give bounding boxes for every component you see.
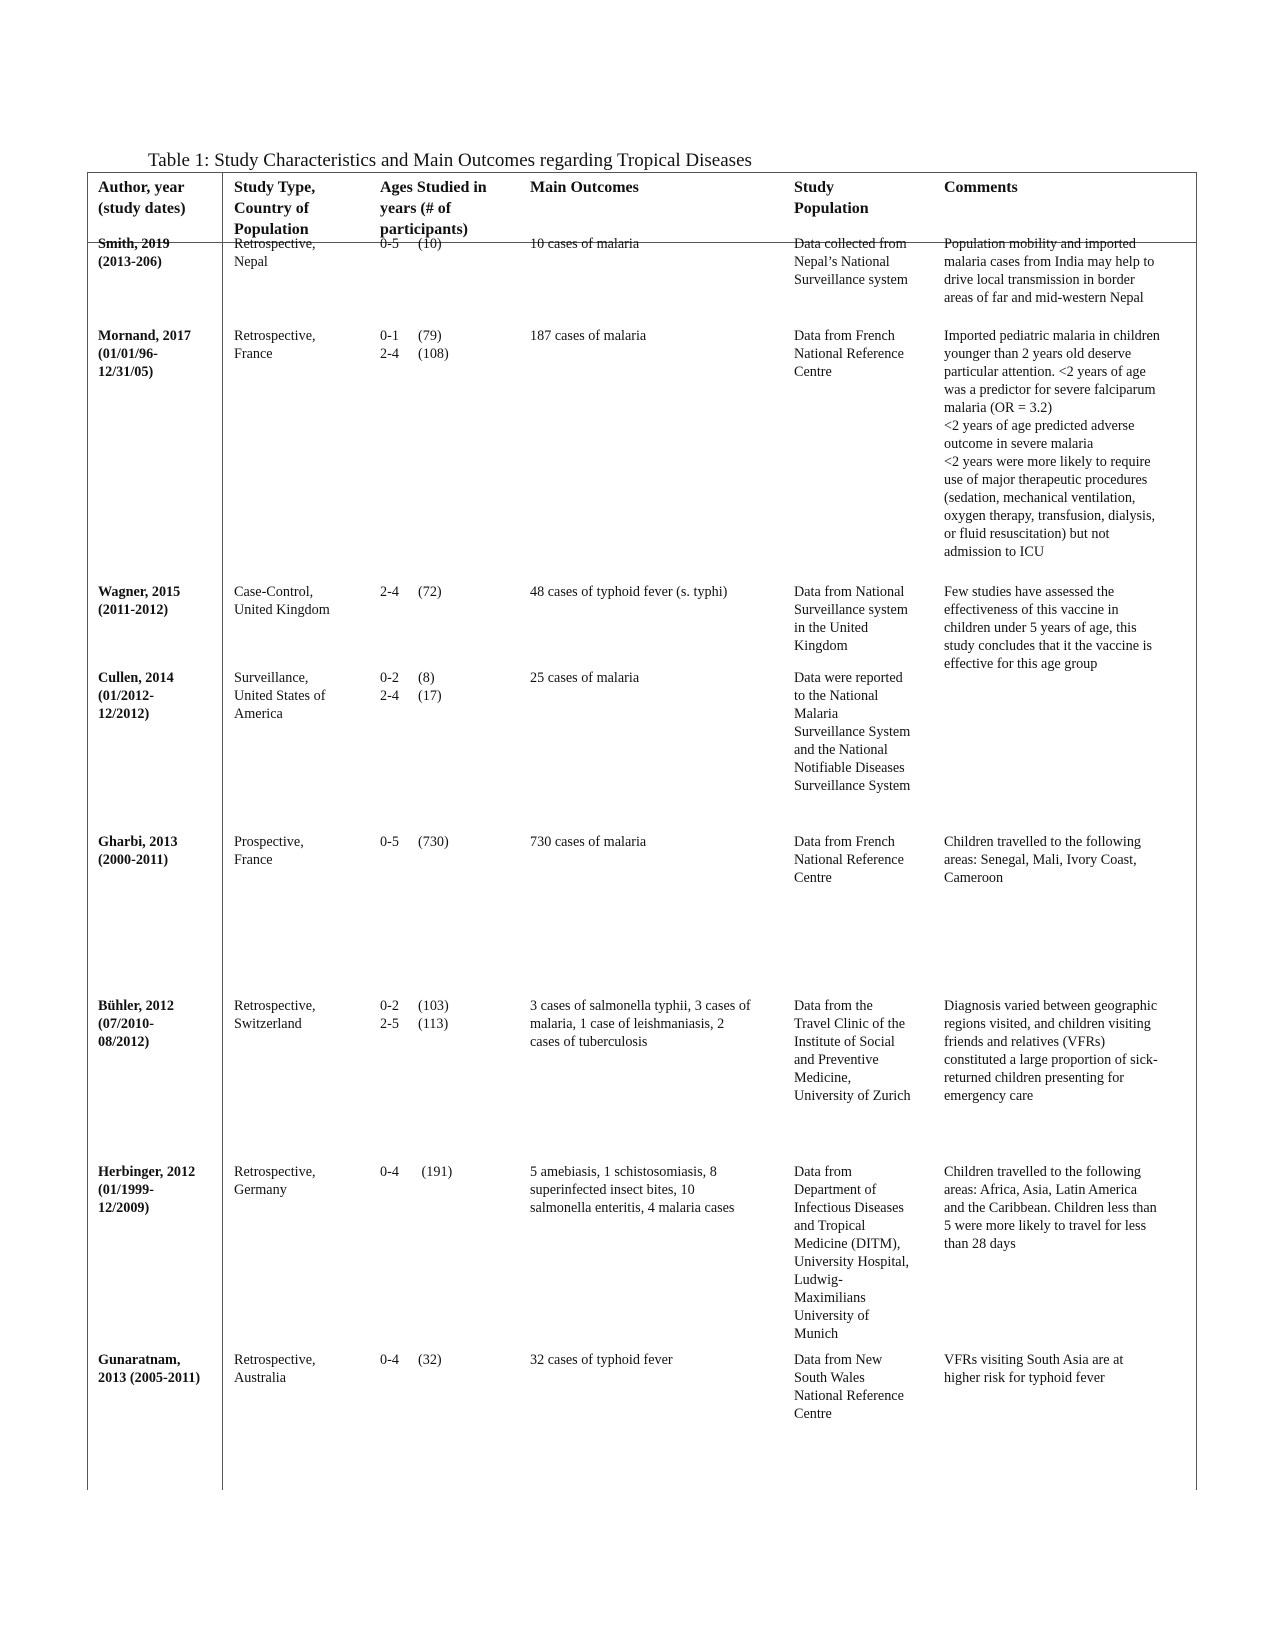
age-group <box>380 235 520 253</box>
cell-comments: VFRs visiting South Asia are at higher risk for typhoid fever <box>944 1352 1124 1386</box>
age-range: 0-5 <box>380 236 399 252</box>
cell-ages-studied <box>380 833 520 851</box>
header-author-year: Author, year (study dates) <box>98 179 186 217</box>
cell-main-outcomes: 48 cases of typhoid fever (s. typhi) <box>530 584 728 600</box>
cell-author-year: Wagner, 2015 (2011-2012) <box>98 584 181 618</box>
header-ages-studied: Ages Studied in years (# of participants) <box>380 179 487 238</box>
age-range: 2-5 <box>380 1016 399 1032</box>
table-caption: Table 1: Study Characteristics and Main Outcomes regarding Tropical Diseases <box>148 150 752 171</box>
cell-study-population: Data collected from Nepal’s National Surveillance system <box>794 236 908 288</box>
cell-author-year: Cullen, 2014 (01/2012- 12/2012) <box>98 670 174 722</box>
cell-author-year: Smith, 2019 (2013-206) <box>98 236 170 270</box>
header-comments: Comments <box>944 179 1018 196</box>
cell-main-outcomes: 730 cases of malaria <box>530 834 647 850</box>
cell-study-type: Prospective, France <box>234 834 304 868</box>
participant-count: (8) <box>418 670 435 686</box>
cell-study-type: Retrospective, Switzerland <box>234 998 316 1032</box>
cell-ages-studied <box>380 327 520 363</box>
cell-study-type: Surveillance, United States of America <box>234 670 326 722</box>
header-main-outcomes: Main Outcomes <box>530 179 639 196</box>
column-divider <box>222 173 223 1490</box>
cell-comments: Children travelled to the following areas: Africa, Asia, Latin America and the Caribbean. Children less than 5 were more likely to travel for less than 28 days <box>944 1164 1157 1252</box>
cell-study-population: Data were reported to the National Malaria Surveillance System and the National Notifiable Diseases Surveillance System <box>794 670 911 794</box>
participant-count: (108) <box>418 346 449 362</box>
age-group <box>380 669 520 687</box>
cell-main-outcomes: 3 cases of salmonella typhii, 3 cases of malaria, 1 case of leishmaniasis, 2 cases of tuberculosis <box>530 998 751 1050</box>
header-study-type: Study Type, Country of Population <box>234 179 316 238</box>
cell-ages-studied <box>380 583 520 601</box>
cell-ages-studied <box>380 1163 520 1181</box>
cell-author-year: Bühler, 2012 (07/2010- 08/2012) <box>98 998 174 1050</box>
participant-count: (10) <box>418 236 442 252</box>
cell-author-year: Mornand, 2017 (01/01/96- 12/31/05) <box>98 328 192 380</box>
participant-count: (72) <box>418 584 442 600</box>
cell-study-type: Retrospective, Germany <box>234 1164 316 1198</box>
cell-study-population: Data from French National Reference Centre <box>794 328 904 380</box>
participant-count: (103) <box>418 998 449 1014</box>
age-group <box>380 327 520 345</box>
age-range: 0-1 <box>380 328 399 344</box>
cell-comments: Diagnosis varied between geographic regions visited, and children visiting friends and relatives (VFRs) constituted a large proportion of sick- returned children presenting for emergency care <box>944 998 1158 1104</box>
cell-comments: Few studies have assessed the effectiveness of this vaccine in children under 5 years of age, this study concludes that it the vaccine is effective for this age group <box>944 584 1153 672</box>
age-group <box>380 833 520 851</box>
cell-main-outcomes: 25 cases of malaria <box>530 670 640 686</box>
age-group <box>380 1351 520 1369</box>
cell-main-outcomes: 187 cases of malaria <box>530 328 647 344</box>
participant-count: (113) <box>418 1016 449 1032</box>
cell-ages-studied <box>380 669 520 705</box>
cell-study-population: Data from National Surveillance system in the United Kingdom <box>794 584 908 654</box>
age-range: 2-4 <box>380 688 399 704</box>
table-header-row <box>88 173 1196 243</box>
age-group <box>380 997 520 1015</box>
cell-study-type: Case-Control, United Kingdom <box>234 584 330 618</box>
cell-ages-studied <box>380 997 520 1033</box>
cell-comments: Children travelled to the following areas: Senegal, Mali, Ivory Coast, Cameroon <box>944 834 1142 886</box>
cell-study-population: Data from Department of Infectious Diseases and Tropical Medicine (DITM), University Hospital, Ludwig- Maximilians University of Munich <box>794 1164 910 1342</box>
participant-count: (32) <box>418 1352 442 1368</box>
cell-comments: Imported pediatric malaria in children younger than 2 years old deserve particular attention. <2 years of age was a predictor for severe falciparum malaria (OR = 3.2) <2 years of age predicted adverse outcome in severe malaria <2 years were more likely to require use of major therapeutic procedures (sedation, mechanical ventilation, oxygen therapy, transfusion, dialysis, or fluid resuscitation) but not admission to ICU <box>944 328 1160 560</box>
age-group <box>380 345 520 363</box>
participant-count: (17) <box>418 688 442 704</box>
age-range: 0-2 <box>380 670 399 686</box>
age-range: 0-4 <box>380 1352 399 1368</box>
cell-author-year: Gunaratnam, 2013 (2005-2011) <box>98 1352 201 1386</box>
cell-comments: Population mobility and imported malaria cases from India may help to drive local transmission in border areas of far and mid-western Nepal <box>944 236 1155 306</box>
age-range: 2-4 <box>380 346 399 362</box>
cell-author-year: Gharbi, 2013 (2000-2011) <box>98 834 178 868</box>
cell-main-outcomes: 5 amebiasis, 1 schistosomiasis, 8 superinfected insect bites, 10 salmonella enteritis, 4 malaria cases <box>530 1164 735 1216</box>
header-study-population: Study Population <box>794 179 869 217</box>
cell-author-year: Herbinger, 2012 (01/1999- 12/2009) <box>98 1164 196 1216</box>
participant-count: (730) <box>418 834 449 850</box>
participant-count: (79) <box>418 328 442 344</box>
age-range: 0-5 <box>380 834 399 850</box>
cell-study-population: Data from the Travel Clinic of the Institute of Social and Preventive Medicine, University of Zurich <box>794 998 911 1104</box>
cell-main-outcomes: 32 cases of typhoid fever <box>530 1352 673 1368</box>
age-group <box>380 1015 520 1033</box>
study-characteristics-table <box>87 172 1197 1490</box>
cell-ages-studied <box>380 1351 520 1369</box>
participant-count: (191) <box>418 1164 453 1180</box>
age-range: 0-4 <box>380 1164 399 1180</box>
cell-study-population: Data from French National Reference Centre <box>794 834 904 886</box>
age-group <box>380 583 520 601</box>
age-group <box>380 1163 520 1181</box>
age-range: 0-2 <box>380 998 399 1014</box>
cell-study-type: Retrospective, Australia <box>234 1352 316 1386</box>
cell-main-outcomes: 10 cases of malaria <box>530 236 640 252</box>
cell-ages-studied <box>380 235 520 253</box>
age-range: 2-4 <box>380 584 399 600</box>
cell-study-type: Retrospective, France <box>234 328 316 362</box>
cell-study-type: Retrospective, Nepal <box>234 236 316 270</box>
age-group <box>380 687 520 705</box>
cell-study-population: Data from New South Wales National Reference Centre <box>794 1352 904 1422</box>
